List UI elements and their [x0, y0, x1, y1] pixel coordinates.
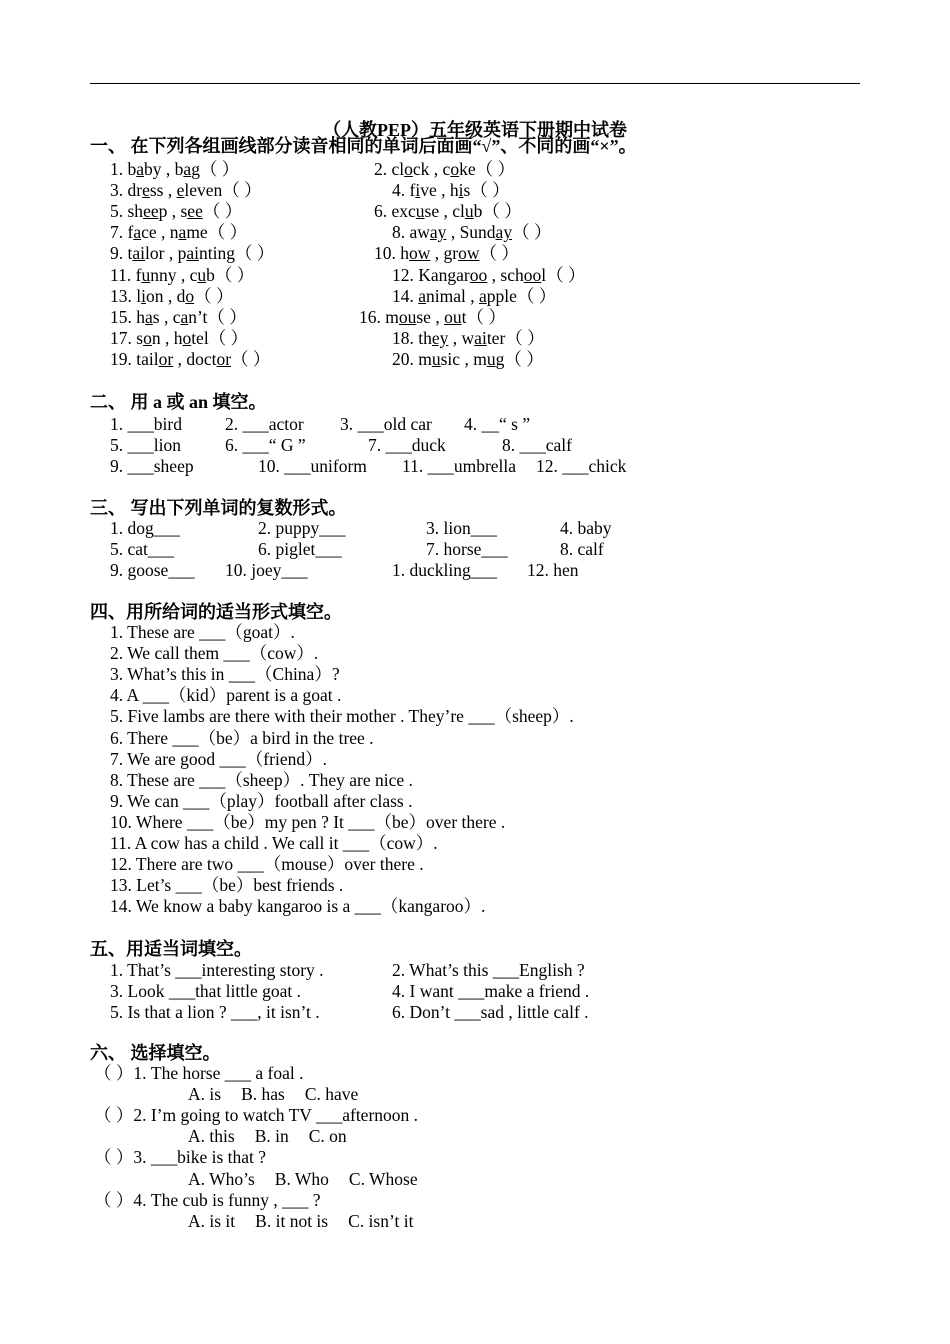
exercise-item[interactable]: 1. ___bird — [110, 414, 182, 434]
word — [400, 243, 430, 263]
word — [418, 286, 466, 306]
choice-option[interactable]: C. have — [304, 1084, 359, 1105]
word-part: me — [186, 222, 208, 243]
choice-options — [188, 1169, 438, 1190]
answer-parentheses[interactable]: （ ） — [516, 285, 557, 306]
section-heading: 三、 写出下列单词的复数形式。 — [90, 498, 347, 518]
page-title: （人教PEP）五年级英语下册期中试卷 — [323, 120, 627, 140]
answer-parentheses[interactable]: （ ） — [234, 243, 275, 264]
phonics-item: 8. away , Sunday（ ） — [392, 222, 552, 243]
exercise-item[interactable]: 7. ___duck — [368, 435, 446, 456]
word — [186, 349, 231, 369]
word — [392, 201, 440, 221]
fill-blank-item[interactable]: 11. A cow has a child . We call it ___（cow）. — [110, 833, 438, 853]
word-part: cl — [391, 159, 405, 179]
answer-parentheses[interactable]: （ ） — [207, 222, 248, 243]
phonics-item: 5. sheep , see（ ） — [110, 201, 243, 222]
exercise-item[interactable]: 3. lion___ — [426, 518, 497, 538]
item-number: 8. — [392, 222, 406, 243]
underlined-letters: a — [178, 222, 187, 243]
section-heading: 六、 选择填空。 — [90, 1043, 221, 1063]
choice-option[interactable]: C. isn’t it — [348, 1210, 414, 1231]
underlined-letters: u — [197, 264, 207, 285]
word-part: th — [418, 327, 432, 348]
fill-blank-item[interactable]: 9. We can ___（play）football after class . — [110, 790, 413, 811]
word — [444, 307, 466, 327]
item-number: 9. — [110, 243, 124, 264]
exercise-item[interactable]: 12. ___chick — [536, 456, 627, 477]
answer-parentheses[interactable]: （ ） — [475, 159, 515, 179]
word-part: n’t — [188, 306, 208, 327]
choice-question[interactable]: （ ）4. The cub is funny , ___ ? — [94, 1189, 321, 1210]
fill-blank-item[interactable]: 6. There ___（be）a bird in the tree . — [110, 727, 374, 748]
header-rule — [90, 83, 860, 84]
underlined-letters: o — [143, 327, 152, 348]
item-number: 1. — [110, 159, 124, 179]
word — [180, 201, 202, 221]
word-part: lor — [145, 243, 165, 264]
phonics-item: 3. dress , eleven（ ） — [110, 180, 262, 201]
choice-option[interactable]: A. is it — [188, 1210, 236, 1231]
answer-parentheses[interactable]: （ ） — [199, 159, 240, 179]
word-part: n — [151, 327, 161, 348]
underlined-letters: ow — [409, 243, 431, 264]
fill-blank-item[interactable]: 10. Where ___（be）my pen ? It ___（be）over there . — [110, 811, 506, 832]
word-part: p — [177, 243, 187, 264]
word-part: m — [418, 348, 432, 369]
item-number: 13. — [110, 285, 132, 306]
item-number: 19. — [110, 348, 132, 369]
word-part: aw — [409, 222, 430, 243]
word — [392, 159, 430, 179]
item-number: 10. — [374, 243, 396, 264]
word — [174, 328, 209, 348]
phonics-item: 20. music , mug（ ） — [392, 348, 544, 369]
word — [128, 201, 168, 221]
item-number: 2. — [374, 159, 388, 179]
word-part: doct — [186, 348, 217, 369]
underlined-letters: oo — [523, 264, 542, 285]
word — [128, 222, 157, 242]
word — [410, 180, 437, 200]
item-number: 17. — [110, 327, 132, 348]
answer-parentheses[interactable]: （ ） — [505, 327, 545, 348]
word-part: ck — [412, 159, 430, 179]
word-part: se — [424, 201, 440, 222]
word-part: gr — [443, 243, 459, 264]
word-part: s — [136, 327, 144, 348]
exercise-item[interactable]: 10. joey___ — [225, 560, 308, 581]
choice-option[interactable]: C. Whose — [348, 1168, 418, 1189]
word — [190, 265, 215, 285]
exercise-item[interactable]: 5. cat___ — [110, 539, 175, 560]
exercise-item[interactable]: 4. baby — [560, 518, 612, 538]
underlined-letters: i — [415, 180, 421, 201]
underlined-letters: ey — [431, 327, 449, 348]
word — [443, 159, 476, 179]
phonics-item: 18. they , waiter（ ） — [392, 327, 545, 348]
word — [136, 349, 173, 369]
underlined-letters: ou — [444, 306, 462, 327]
underlined-letters: u — [464, 201, 474, 222]
word-part: Sund — [459, 222, 496, 243]
word-part: nting — [198, 243, 235, 264]
word — [173, 307, 208, 327]
underlined-letters: a — [183, 159, 192, 179]
word-part: Kangar — [418, 264, 470, 285]
answer-parentheses[interactable]: （ ） — [482, 201, 522, 222]
word-part: s — [152, 306, 160, 327]
underlined-letters: ai — [132, 243, 146, 264]
phonics-item: 17. son , hotel（ ） — [110, 327, 249, 348]
word — [452, 201, 482, 221]
word-part: ce — [141, 222, 157, 243]
exercise-item[interactable]: 5. ___lion — [110, 435, 181, 456]
item-number: 4. — [392, 180, 406, 201]
exercise-item[interactable]: 2. What’s this ___English ? — [392, 960, 585, 980]
word-part: s — [463, 180, 471, 201]
word-part: by — [144, 159, 162, 179]
phonics-item: 19. tailor , doctor（ ） — [110, 348, 271, 369]
choice-question[interactable]: （ ）2. I’m going to watch TV ___afternoon . — [94, 1105, 419, 1126]
phonics-item: 6. excuse , club（ ） — [374, 201, 522, 222]
word — [128, 243, 165, 263]
exercise-item[interactable]: 6. Don’t ___sad , little calf . — [392, 1002, 589, 1023]
word-part: tail — [136, 348, 159, 369]
item-number: 6. — [374, 201, 388, 222]
word-part: sch — [500, 264, 524, 285]
word-part: h — [400, 243, 409, 264]
choice-option[interactable]: A. is — [188, 1084, 222, 1105]
item-number: 16. — [359, 306, 381, 327]
phonics-item: 13. lion , do（ ） — [110, 285, 234, 306]
answer-parentheses[interactable]: （ ） — [202, 201, 243, 222]
word — [136, 286, 163, 306]
item-number: 18. — [392, 327, 414, 348]
underlined-letters: o — [404, 159, 413, 179]
item-number: 14. — [392, 285, 414, 306]
word-part: l — [136, 285, 142, 306]
word — [460, 222, 513, 242]
word-part: f — [127, 222, 134, 243]
underlined-letters: a — [418, 285, 427, 306]
exercise-item[interactable]: 5. Is that a lion ? ___, it isn’t . — [110, 1002, 320, 1023]
word — [136, 307, 159, 327]
word-part: f — [135, 264, 142, 285]
underlined-letters: u — [415, 201, 425, 222]
underlined-letters: a — [479, 285, 487, 306]
underlined-letters: ai — [474, 327, 487, 348]
word — [418, 265, 487, 285]
answer-parentheses[interactable]: （ ） — [470, 180, 510, 201]
word-part: nny — [150, 264, 177, 285]
word-part: ss — [149, 180, 164, 201]
answer-parentheses[interactable]: （ ） — [504, 348, 544, 369]
word-part: pple — [486, 285, 517, 306]
exercise-item[interactable]: 7. horse___ — [426, 539, 508, 560]
word-part: ke — [459, 159, 476, 179]
exercise-item[interactable]: 12. hen — [527, 560, 579, 581]
fill-blank-item[interactable]: 5. Five lambs are there with their mother . They’re ___（sheep）. — [110, 706, 574, 727]
underlined-letters: or — [216, 348, 232, 369]
word — [136, 265, 177, 285]
underlined-letters: or — [158, 348, 174, 369]
word-part: leven — [184, 180, 223, 201]
fill-blank-item[interactable]: 3. What’s this in ___（China）? — [110, 664, 340, 685]
word-part: ter — [486, 327, 506, 348]
word-part: s — [180, 201, 188, 222]
word — [450, 180, 470, 200]
word-part: t — [127, 243, 133, 264]
section-heading: 五、用适当词填空。 — [90, 939, 252, 959]
word-part: dr — [127, 180, 143, 201]
choice-option[interactable]: A. this — [188, 1126, 235, 1147]
word — [500, 265, 546, 285]
exercise-item[interactable]: 3. Look ___that little goat . — [110, 981, 302, 1002]
word-part: cl — [452, 201, 465, 222]
word-part: h — [173, 327, 183, 348]
choice-options — [188, 1084, 378, 1105]
exercise-item[interactable]: 3. ___old car — [340, 414, 432, 434]
answer-parentheses[interactable]: （ ） — [479, 243, 519, 264]
word — [177, 286, 195, 306]
phonics-item: 9. tailor , painting（ ） — [110, 243, 275, 264]
phonics-item: 15. has , can’t（ ） — [110, 306, 247, 327]
phonics-item: 16. mouse , out（ ） — [359, 306, 506, 327]
exercise-item[interactable]: 2. ___actor — [225, 414, 304, 434]
item-number: 11. — [110, 264, 132, 285]
item-number: 12. — [392, 264, 414, 285]
exercise-item[interactable]: 4. __“ s ” — [464, 414, 531, 434]
answer-parentheses[interactable]: （ ） — [546, 264, 586, 285]
word-part: b — [473, 201, 483, 222]
word-part: b — [206, 264, 215, 285]
word-part: se — [416, 306, 431, 327]
exercise-item[interactable]: 10. ___uniform — [258, 456, 367, 477]
choice-question[interactable]: （ ）3. ___bike is that ? — [94, 1147, 267, 1168]
word-part: b — [174, 159, 184, 179]
word — [128, 180, 164, 200]
fill-blank-item[interactable]: 7. We are good ___（friend）. — [110, 748, 327, 769]
exercise-item[interactable]: 11. ___umbrella — [402, 456, 517, 477]
word-part: nimal — [426, 285, 466, 306]
choice-option[interactable]: A. Who’s — [188, 1168, 255, 1189]
exercise-item[interactable]: 1. duckling___ — [392, 560, 497, 581]
word — [175, 159, 200, 179]
underlined-letters: i — [458, 180, 464, 201]
section-heading: 一、 在下列各组画线部分读音相同的单词后面画“√”、不同的画“×”。 — [90, 136, 637, 156]
choice-question[interactable]: （ ）1. The horse ___ a foal . — [94, 1063, 304, 1083]
underlined-letters: ow — [458, 243, 480, 264]
exercise-item[interactable]: 2. puppy___ — [258, 518, 346, 538]
word-part: m — [385, 306, 399, 327]
underlined-letters: e — [142, 180, 150, 201]
word-part: l — [541, 264, 547, 285]
exercise-item[interactable]: 9. ___sheep — [110, 456, 194, 477]
word-part: h — [136, 306, 145, 327]
word-part: g — [495, 348, 505, 369]
phonics-item: 2. clock , coke（ ） — [374, 159, 515, 179]
word — [178, 243, 235, 263]
answer-parentheses[interactable]: （ ） — [208, 327, 249, 348]
word — [170, 222, 208, 242]
underlined-letters: o — [450, 159, 460, 179]
word-part: c — [189, 264, 198, 285]
item-number: 5. — [110, 201, 124, 222]
answer-parentheses[interactable]: （ ） — [512, 222, 552, 243]
phonics-item: 12. Kangaroo , school（ ） — [392, 264, 586, 285]
word-part: g — [191, 159, 200, 179]
word-part: tel — [191, 327, 209, 348]
underlined-letters: o — [185, 285, 195, 306]
underlined-letters: ai — [186, 243, 199, 264]
choice-option[interactable]: B. it not is — [255, 1210, 329, 1231]
underlined-letters: ay — [429, 222, 447, 243]
exercise-item[interactable]: 1. That’s ___interesting story . — [110, 960, 324, 980]
fill-blank-item[interactable]: 8. These are ___（sheep）. They are nice . — [110, 769, 413, 790]
word-part: sic — [440, 348, 461, 369]
word — [444, 243, 480, 263]
underlined-letters: a — [136, 159, 145, 179]
word-part: c — [442, 159, 451, 179]
exercise-item[interactable]: 8. calf — [560, 539, 604, 560]
choice-options — [188, 1126, 367, 1147]
word — [385, 307, 431, 327]
underlined-letters: i — [141, 285, 146, 306]
word — [462, 328, 506, 348]
phonics-item: 10. how , grow（ ） — [374, 243, 519, 264]
word-part: h — [449, 180, 459, 201]
exercise-item[interactable]: 8. ___calf — [502, 435, 572, 456]
word-part: sh — [127, 201, 144, 222]
exercise-item[interactable]: 1. dog___ — [110, 518, 180, 538]
answer-parentheses[interactable]: （ ） — [214, 264, 255, 285]
item-number: 20. — [392, 348, 414, 369]
item-number: 15. — [110, 306, 132, 327]
underlined-letters: a — [180, 306, 189, 327]
fill-blank-item[interactable]: 1. These are ___（goat）. — [110, 622, 295, 642]
word-part: exc — [391, 201, 416, 222]
word-part: ve — [420, 180, 437, 201]
word — [418, 349, 460, 369]
item-number: 7. — [110, 222, 124, 243]
underlined-letters: u — [486, 348, 496, 369]
fill-blank-item[interactable]: 12. There are two ___（mouse）over there . — [110, 854, 424, 875]
phonics-item: 14. animal , apple（ ） — [392, 285, 557, 306]
underlined-letters: a — [133, 222, 142, 243]
exercise-item[interactable]: 6. piglet___ — [258, 539, 342, 560]
underlined-letters: oo — [469, 264, 488, 285]
word-part: d — [176, 285, 186, 306]
exercise-item[interactable]: 4. I want ___make a friend . — [392, 981, 590, 1002]
answer-parentheses[interactable]: （ ） — [194, 285, 234, 306]
word-part: c — [172, 306, 181, 327]
word-part: p — [158, 201, 168, 222]
underlined-letters: ee — [187, 201, 203, 222]
word-part: n — [169, 222, 179, 243]
answer-parentheses[interactable]: （ ） — [222, 180, 262, 201]
choice-option[interactable]: B. in — [254, 1126, 289, 1147]
underlined-letters: u — [431, 348, 441, 369]
underlined-letters: ou — [398, 306, 417, 327]
fill-blank-item[interactable]: 14. We know a baby kangaroo is a ___（kangaroo）. — [110, 896, 486, 917]
word-part: b — [127, 159, 137, 179]
phonics-item: 11. funny , cub（ ） — [110, 264, 255, 285]
choice-option[interactable]: C. on — [308, 1126, 347, 1147]
underlined-letters: ay — [495, 222, 513, 243]
word-part: t — [461, 306, 467, 327]
underlined-letters: e — [176, 180, 185, 201]
choice-options — [188, 1211, 433, 1232]
word — [177, 180, 223, 200]
choice-option[interactable]: B. Who — [274, 1168, 329, 1189]
word — [418, 328, 448, 348]
underlined-letters: ee — [143, 201, 159, 222]
underlined-letters: u — [141, 264, 151, 285]
item-number: 3. — [110, 180, 124, 201]
answer-parentheses[interactable]: （ ） — [207, 306, 247, 327]
choice-option[interactable]: B. has — [241, 1084, 285, 1105]
word-part: w — [461, 327, 475, 348]
phonics-item: 1. baby , bag（ ） — [110, 159, 240, 179]
section-heading: 二、 用 a 或 an 填空。 — [90, 392, 267, 412]
fill-blank-item[interactable]: 13. Let’s ___（be）best friends . — [110, 875, 344, 896]
word — [136, 328, 160, 348]
underlined-letters: o — [182, 327, 192, 348]
fill-blank-item[interactable]: 4. A ___（kid）parent is a goat . — [110, 685, 342, 706]
section-heading: 四、用所给词的适当形式填空。 — [90, 602, 342, 622]
word-part: m — [473, 348, 487, 369]
word — [479, 286, 517, 306]
answer-parentheses[interactable]: （ ） — [231, 348, 271, 369]
exercise-item[interactable]: 6. ___“ G ” — [225, 435, 306, 456]
word-part: f — [409, 180, 416, 201]
word — [128, 159, 162, 179]
word-part: on — [146, 285, 164, 306]
phonics-item: 4. five , his（ ） — [392, 180, 510, 201]
word — [473, 349, 504, 369]
exercise-item[interactable]: 9. goose___ — [110, 560, 195, 581]
word — [410, 222, 447, 242]
answer-parentheses[interactable]: （ ） — [466, 306, 506, 327]
phonics-item: 7. face , name（ ） — [110, 222, 248, 243]
underlined-letters: a — [145, 306, 153, 327]
fill-blank-item[interactable]: 2. We call them ___（cow）. — [110, 643, 319, 664]
